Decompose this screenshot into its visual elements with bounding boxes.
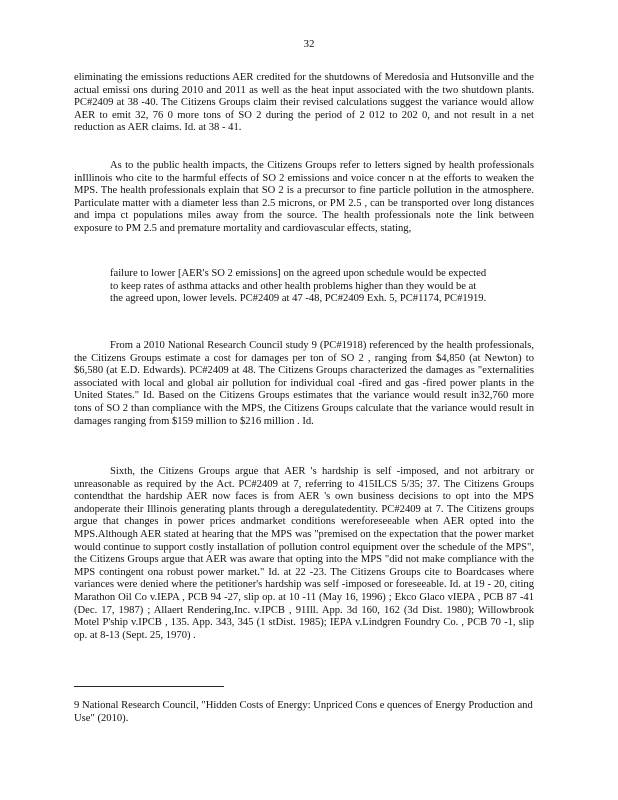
footnote-9: 9 National Research Council, "Hidden Costs of Energy: Unpriced Cons e quences of Energy Production and Use" (2010). xyxy=(74,700,533,724)
paragraph-damages-cost: From a 2010 National Research Council study 9 (PC#1918) referenced by the health professionals, the Citizens Groups estimate a cost for damages per ton of SO 2 , ranging from $4,850 (at Newton) to $6,580 (at E.D. Edwards). PC#2409 at 48. The Citizens Groups characterized the damages as "externalities associated with local and global air pollution for individual coal -fired and gas -fired power plants in the United States." Id. Based on the Citizens Groups estimates that the variance would result in32,760 more tons of SO 2 than compliance with the MPS, the Citizens Groups calculate that the variance would result in damages ranging from $159 million to $216 million . Id. xyxy=(74,340,534,427)
paragraph-public-health: As to the public health impacts, the Citizens Groups refer to letters signed by health professionals inIllinois who cite to the harmful effects of SO 2 emissions and voice concer n at the efforts to weaken the MPS. The health professionals explain that SO 2 is a precursor to fine particle pollution in the atmosphere. Particulate matter with a diameter less than 2.5 microns, or PM 2.5 , can be transported over long distances and impa ct populations miles away from the source. The health professionals note the link between exposure to PM 2.5 and premature mortality and cardiovascular effects, stating, xyxy=(74,160,534,234)
footnote-separator xyxy=(74,686,224,687)
paragraph-self-imposed-hardship: Sixth, the Citizens Groups argue that AER 's hardship is self -imposed, and not arbitrary or unreasonable as required by the Act. PC#2409 at 7, referring to 415ILCS 5/35; 37. The Citizens Groups contendthat the hardship AER now faces is from AER 's own business decisions to opt into the MPS andoperate their Illinois generating plants through a deregulatedentity. PC#2409 at 7. The Citizens groups argue that changes in power prices andmarket conditions wereforeseeable when AER opted into the MPS.Although AER stated at hearing that the MPS was "premised on the expectation that the power market would continue to support costly installation of pollution control equipment over the schedule of the MPS", the Citizens Groups argue that AER was aware that opting into the MPS "did not make compliance with the MPS contingent ona robust power market." Id. at 22 -23. The Citizens Groups cite to Boardcases where variances were denied where the petitioner's hardship was self -imposed or foreseeable. Id. at 19 - 20, citing Marathon Oil Co v.IEPA , PCB 94 -27, slip op. at 10 -11 (May 16, 1996) ; Ekco Glaco vIEPA , PCB 87 -41 (Dec. 17, 1987) ; Allaert Rendering,Inc. v.IPCB , 91Ill. App. 3d 160, 162 (3d Dist. 1980); Willowbrook Motel P'ship v.IPCB , 135. App. 343, 345 (1 stDist. 1985); IEPA v.Lindgren Foundry Co. , PCB 70 -1, slip op. at 8-13 (Sept. 25, 1970) . xyxy=(74,466,534,641)
paragraph-emissions-calculation: eliminating the emissions reductions AER credited for the shutdowns of Meredosia and Hutsonville and the actual emissi ons during 2010 and 2011 as well as the heat input associated with the two shutdown plants. PC#2409 at 38 -40. The Citizens Groups claim their revised calculations suggest the variance would allow AER to emit 32, 76 0 more tons of SO 2 during the period of 2 012 to 202 0, and not result in a net reduction as AER claims. Id. at 38 - 41. xyxy=(74,72,534,134)
block-quote-health: failure to lower [AER's SO 2 emissions] on the agreed upon schedule would be expected to keep rates of asthma attacks and other health problems higher than they would be at the agreed upon, lower levels. PC#2409 at 47 -48, PC#2409 Exh. 5, PC#1174, PC#1919. xyxy=(110,268,487,305)
page-number: 32 xyxy=(303,38,315,50)
